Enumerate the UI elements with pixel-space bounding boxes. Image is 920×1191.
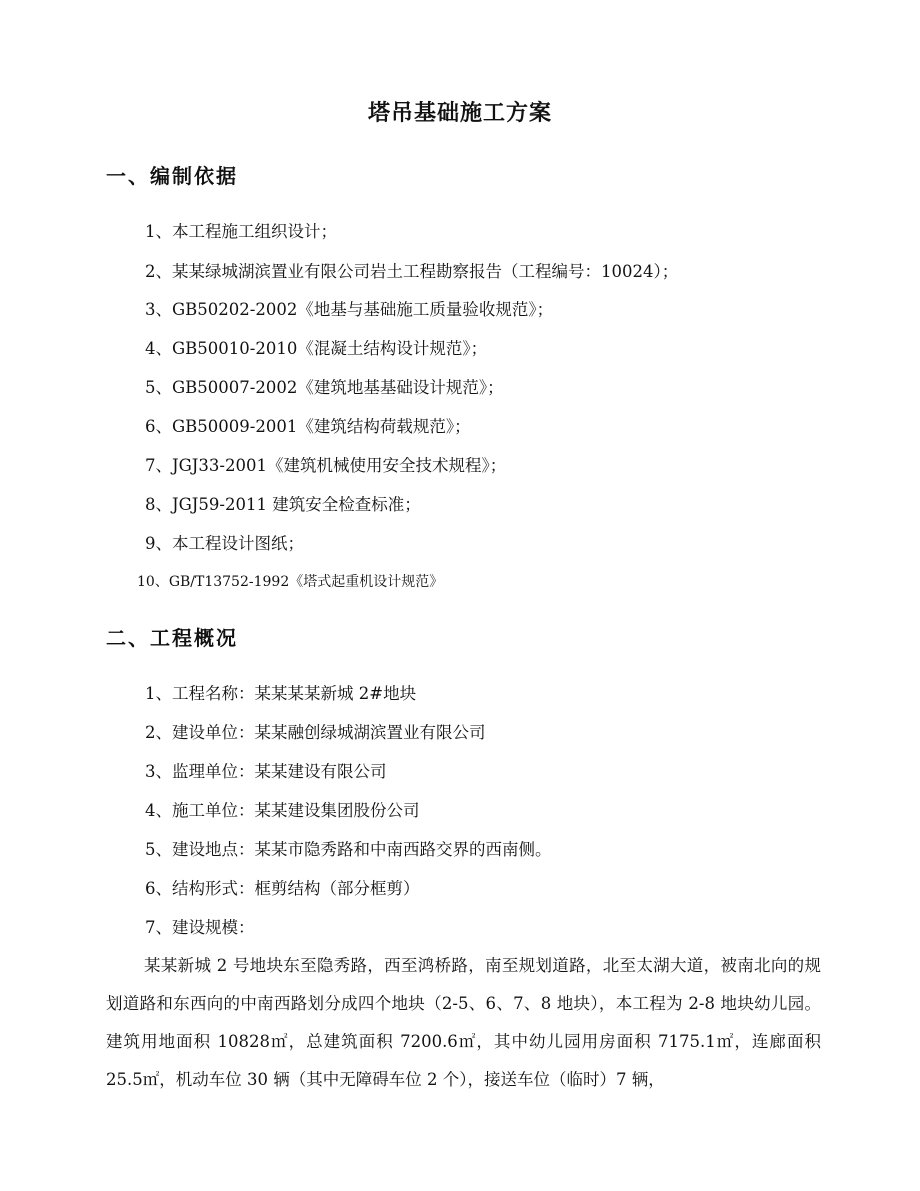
- basis-item-2: 2、某某绿城湖滨置业有限公司岩土工程勘察报告（工程编号：10024）；: [145, 262, 679, 281]
- overview-item-1: 1、工程名称：某某某某新城 2#地块: [145, 684, 417, 703]
- basis-item-1: 1、本工程施工组织设计；: [145, 222, 337, 241]
- overview-item-4: 4、施工单位：某某建设集团股份公司: [145, 801, 420, 820]
- overview-item-7: 7、建设规模：: [145, 918, 255, 937]
- basis-item-3: 3、GB50202-2002《地基与基础施工质量验收规范》；: [145, 300, 554, 319]
- overview-item-2: 2、建设单位：某某融创绿城湖滨置业有限公司: [145, 723, 486, 742]
- overview-item-3: 3、监理单位：某某建设有限公司: [145, 762, 387, 781]
- scale-description-paragraph: 某某新城 2 号地块东至隐秀路，西至鸿桥路，南至规划道路，北至太湖大道，被南北向的规划道路和东西向的中南西路划分成四个地块（2-5、6、7、8 地块），本工程为 2-8 地块幼儿园。建筑用地面积 10828㎡，总建筑面积 7200.6㎡，其中幼儿园用房面积 7175.1㎡，连廊面积 25.5㎡，机动车位 30 辆（其中无障碍车位 2 个），接送车位（临时）7 辆，: [106, 956, 821, 1089]
- overview-item-6: 6、结构形式：框剪结构（部分框剪）: [145, 879, 420, 898]
- basis-item-5: 5、GB50007-2002《建筑地基基础设计规范》；: [145, 378, 504, 397]
- section-heading-basis: 一、编制依据: [106, 164, 238, 188]
- basis-item-7: 7、JGJ33-2001《建筑机械使用安全技术规程》；: [145, 456, 507, 475]
- basis-item-6: 6、GB50009-2001《建筑结构荷载规范》；: [145, 417, 471, 436]
- overview-item-5: 5、建设地点：某某市隐秀路和中南西路交界的西南侧。: [145, 840, 552, 859]
- basis-item-10: 10、GB/T13752-1992《塔式起重机设计规范》: [137, 574, 444, 590]
- section-heading-overview: 二、工程概况: [106, 626, 238, 650]
- document-title: 塔吊基础施工方案: [367, 100, 552, 126]
- basis-item-8: 8、JGJ59-2011 建筑安全检查标准；: [145, 495, 421, 514]
- basis-item-4: 4、GB50010-2010《混凝土结构设计规范》；: [145, 339, 488, 358]
- basis-item-9: 9、本工程设计图纸；: [145, 534, 304, 553]
